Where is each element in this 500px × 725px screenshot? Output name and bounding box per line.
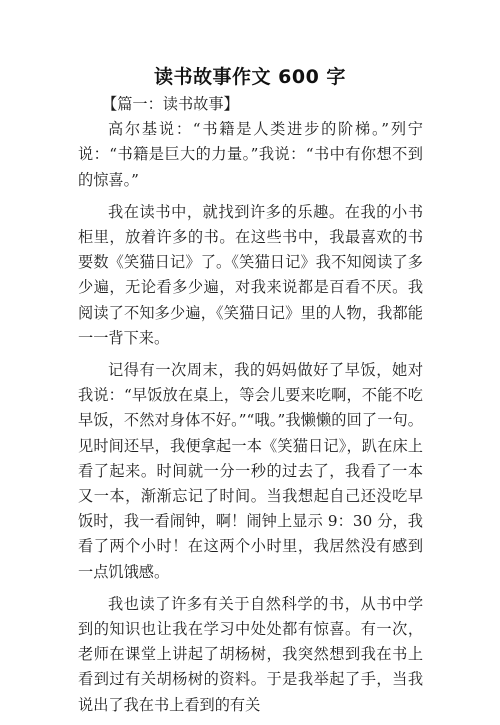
paragraph-3: 记得有一次周末，我的妈妈做好了早饭，她对我说：“早饭放在桌上，等会儿要来吃啊，不能不吃早饭，不然对身体不好。”“哦。”我懒懒的回了一句。见时间还早，我便拿起一本《笑猫日记》，趴在床上看了起来。时间就一分一秒的过去了，我看了一本又一本，渐渐忘记了时间。当我想起自己还没吃早饭时，我一看闹钟，啊！闹钟上显示 9：30 分，我看了两个小时！在这两个小时里，我居然没有感到一点饥饿感。 (78, 361, 423, 581)
section-heading: 【篇一：读书故事】 (102, 95, 239, 113)
paragraph-1: 高尔基说：“书籍是人类进步的阶梯。”列宁说：“书籍是巨大的力量。”我说：“书中有你想不到的惊喜。” (78, 120, 423, 189)
document-title: 读书故事作文 600 字 (154, 66, 346, 88)
document-body (78, 92, 423, 725)
paragraph-2: 我在读书中，就找到许多的乐趣。在我的小书柜里，放着许多的书。在这些书中，我最喜欢的书要数《笑猫日记》了。《笑猫日记》我不知阅读了多少遍，无论看多少遍，对我来说都是百看不厌。我阅读了不知多少遍，《笑猫日记》里的人物，我都能一一背下来。 (78, 202, 423, 347)
paragraph-4: 我也读了许多有关于自然科学的书，从书中学到的知识也让我在学习中处处都有惊喜。有一次，老师在课堂上讲起了胡杨树，我突然想到我在书上看到过有关胡杨树的资料。于是我举起了手，当我说出了我在书上看到的有关 (78, 594, 423, 714)
